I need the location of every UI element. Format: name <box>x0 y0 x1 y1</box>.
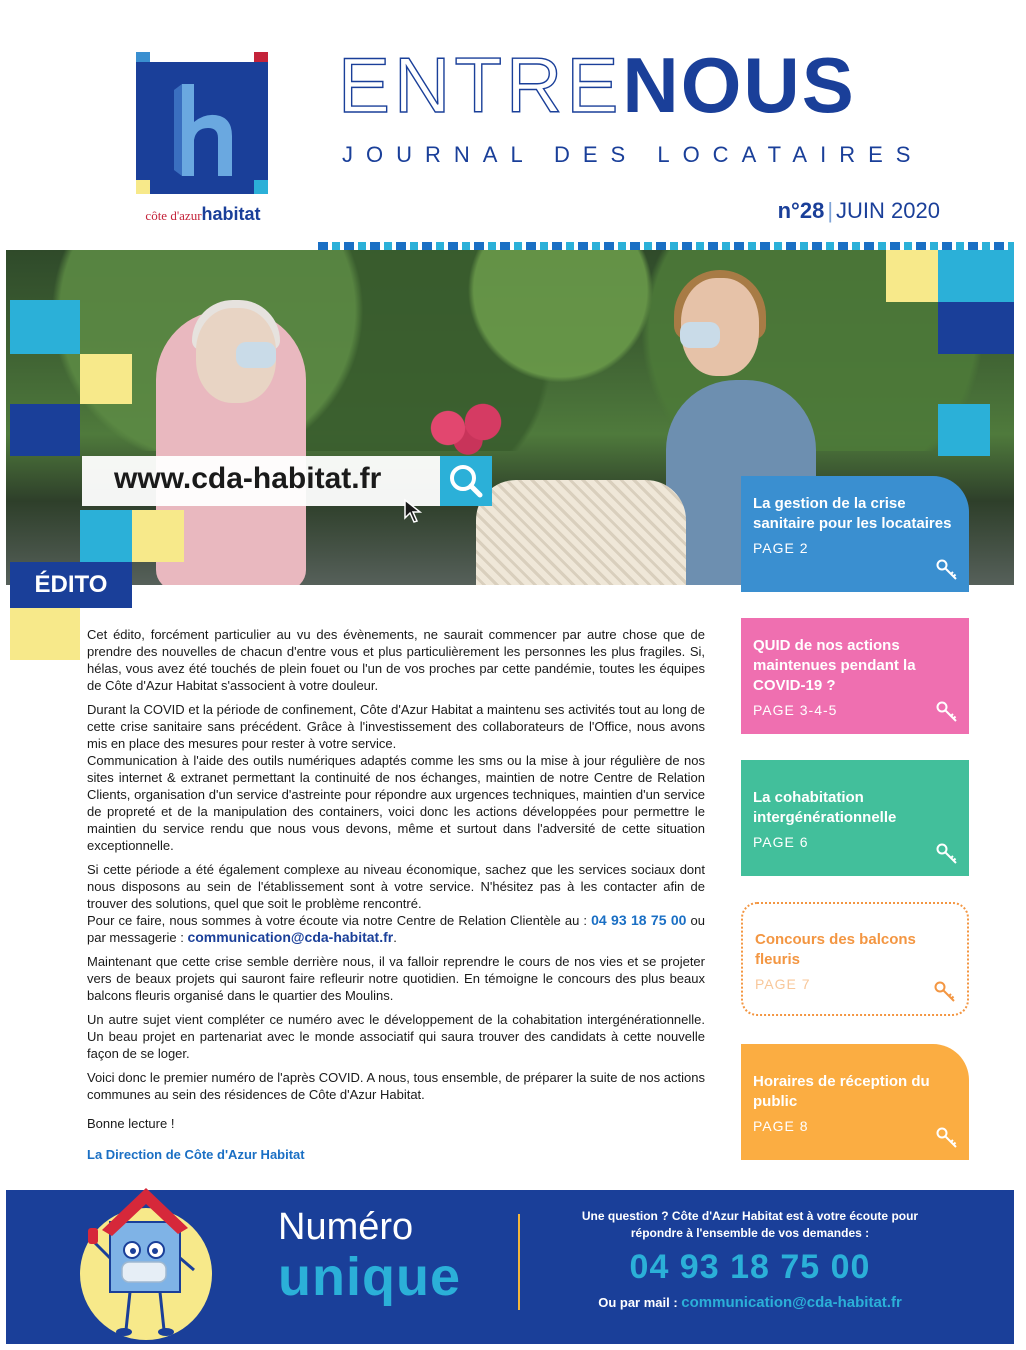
edito-paragraph: Si cette période a été également complexe au niveau économique, sachez que les services sociaux dont nous disposons au sein de l'établissement sont à votre service. N'hésitez pas à les contacter afin de trouver des solutions, quel que soit le problème rencontré. <box>87 862 705 911</box>
footer-question: Une question ? Côte d'Azur Habitat est à votre écoute pour répondre à l'ensemble de vos demandes : <box>581 1209 919 1240</box>
logo-wordmark: côte d'azurhabitat <box>145 204 261 224</box>
deco-square <box>10 404 80 456</box>
toc-card-quid-actions[interactable] <box>741 618 969 734</box>
search-icon <box>440 456 492 506</box>
toc-card-title: Horaires de réception du public <box>753 1073 930 1110</box>
edito-paragraph: Cet édito, forcément particulier au vu des évènements, ne saurait commencer par autre chose que de prendre des nouvelles de chacun d'entre vous et plus particulièrement les personnes les plus fragiles. Si, hélas, vous avez été touchés de plein fouet ou l'un de vos proches par cette pandémie, toutes les équipes de Côte d'Azur Habitat s'associent à votre douleur. <box>87 627 705 693</box>
edito-signature: La Direction de Côte d'Azur Habitat <box>87 1147 305 1162</box>
footer-divider <box>518 1214 520 1310</box>
website-url[interactable]: www.cda-habitat.fr <box>114 462 382 495</box>
deco-square <box>80 510 132 562</box>
toc-card-title: La cohabitation intergénérationnelle <box>753 789 897 826</box>
lace-table <box>476 480 686 585</box>
edito-paragraph: Un autre sujet vient compléter ce numéro avec le développement de la cohabitation intergénérationnelle. Un beau projet en partenariat avec le monde associatif qui saura trouver des candidats à cette nouvelle façon de se loger. <box>87 1012 705 1061</box>
toc-card-page: PAGE 3-4-5 <box>753 702 838 718</box>
key-icon <box>935 1126 959 1150</box>
logo-h-icon <box>174 84 234 176</box>
contact-phone[interactable]: 04 93 18 75 00 <box>591 912 687 928</box>
toc-card-page: PAGE 8 <box>753 1118 809 1134</box>
logo-mark <box>136 62 268 194</box>
edito-paragraph: Maintenant que cette crise semble derrière nous, il va falloir reprendre le cours de nos vies et se projeter vers de beaux projets qui sauront faire refleurir notre quotidien. En témoigne le concours des plus beaux balcons fleuris organisé dans le quartier des Moulins. <box>87 954 705 1003</box>
search-button[interactable] <box>440 456 492 506</box>
mouse-cursor-icon <box>402 498 428 524</box>
decorative-dash-band <box>318 242 1014 250</box>
footer-unique: unique <box>278 1247 461 1307</box>
deco-square <box>938 302 1014 354</box>
edito-body <box>87 626 705 1170</box>
key-icon <box>935 700 959 724</box>
toc-card-title: Concours des balcons fleuris <box>755 931 916 968</box>
edito-paragraph: Durant la COVID et la période de confinement, Côte d'Azur Habitat a maintenu ses activités tout au long de cette crise sanitaire sans précédent. Grâce à l'investissement des collaborateurs de l'Office, nous avons mis en place des mesures pour rester à votre service. <box>87 702 705 751</box>
edito-paragraph: Communication à l'aide des outils numériques adaptés comme les sms ou la mise à jour régulière de nos sites internet & extranet permettant la continuité de nos échanges, maintien de notre Centre de Relation Clients, organisation d'un service d'astreinte pour répondre aux urgences techniques, maintien d'un service de propreté et de la manipulation des containers, voici donc les actions développées pour permettre le maintien du service rendu que nous vous devons, même et surtout dans l'adversité de cette situation exceptionnelle. <box>87 753 705 853</box>
edito-closing: Bonne lecture ! <box>87 1116 175 1131</box>
key-icon <box>935 842 959 866</box>
key-icon <box>933 980 957 1004</box>
cda-habitat-logo[interactable] <box>128 52 278 227</box>
house-mascot-icon <box>80 1162 212 1350</box>
flower-bouquet <box>418 398 518 458</box>
deco-square <box>886 250 938 302</box>
deco-square <box>938 404 990 456</box>
footer-email-link[interactable]: communication@cda-habitat.fr <box>681 1294 902 1311</box>
masthead-title: ENTRENOUS <box>338 41 856 129</box>
face-mask <box>680 322 720 348</box>
masthead-subtitle: JOURNAL DES LOCATAIRES <box>342 142 924 167</box>
deco-square <box>80 354 132 404</box>
deco-square <box>938 250 1014 302</box>
key-icon <box>935 558 959 582</box>
footer-mail: Ou par mail : communication@cda-habitat.fr <box>598 1294 902 1311</box>
deco-square <box>10 608 80 660</box>
toc-card-title: QUID de nos actions maintenues pendant la COVID-19 ? <box>753 637 916 694</box>
deco-square <box>132 510 184 562</box>
logo-square <box>254 180 268 194</box>
deco-square <box>10 300 80 354</box>
contact-email-link[interactable]: communication@cda-habitat.fr <box>187 929 394 945</box>
toc-card-horaires[interactable] <box>741 1044 969 1160</box>
toc-card-balcons-fleuris[interactable] <box>741 902 969 1016</box>
face-mask <box>236 342 276 368</box>
footer-numero: Numéro <box>278 1206 414 1248</box>
toc-card-title: La gestion de la crise sanitaire pour les locataires <box>753 495 952 532</box>
toc-card-page: PAGE 7 <box>755 976 811 992</box>
toc-card-crise-sanitaire[interactable] <box>741 476 969 592</box>
toc-card-cohabitation[interactable] <box>741 760 969 876</box>
edito-contact-paragraph: Pour ce faire, nous sommes à votre écoute via notre Centre de Relation Clientèle au : 04 93 18 75 00 ou par messagerie : communication@cda-habitat.fr. <box>87 912 706 945</box>
toc-card-page: PAGE 2 <box>753 540 809 556</box>
footer-phone[interactable]: 04 93 18 75 00 <box>629 1248 871 1286</box>
edito-label: ÉDITO <box>10 562 132 608</box>
toc-card-page: PAGE 6 <box>753 834 809 850</box>
edito-paragraph: Voici donc le premier numéro de l'après COVID. A nous, tous ensemble, de préparer la suite de nos actions communes au sein des résidences de Côte d'Azur Habitat. <box>87 1070 705 1102</box>
logo-square <box>136 180 150 194</box>
issue-info: n°28 | JUIN 2020 <box>777 198 940 223</box>
